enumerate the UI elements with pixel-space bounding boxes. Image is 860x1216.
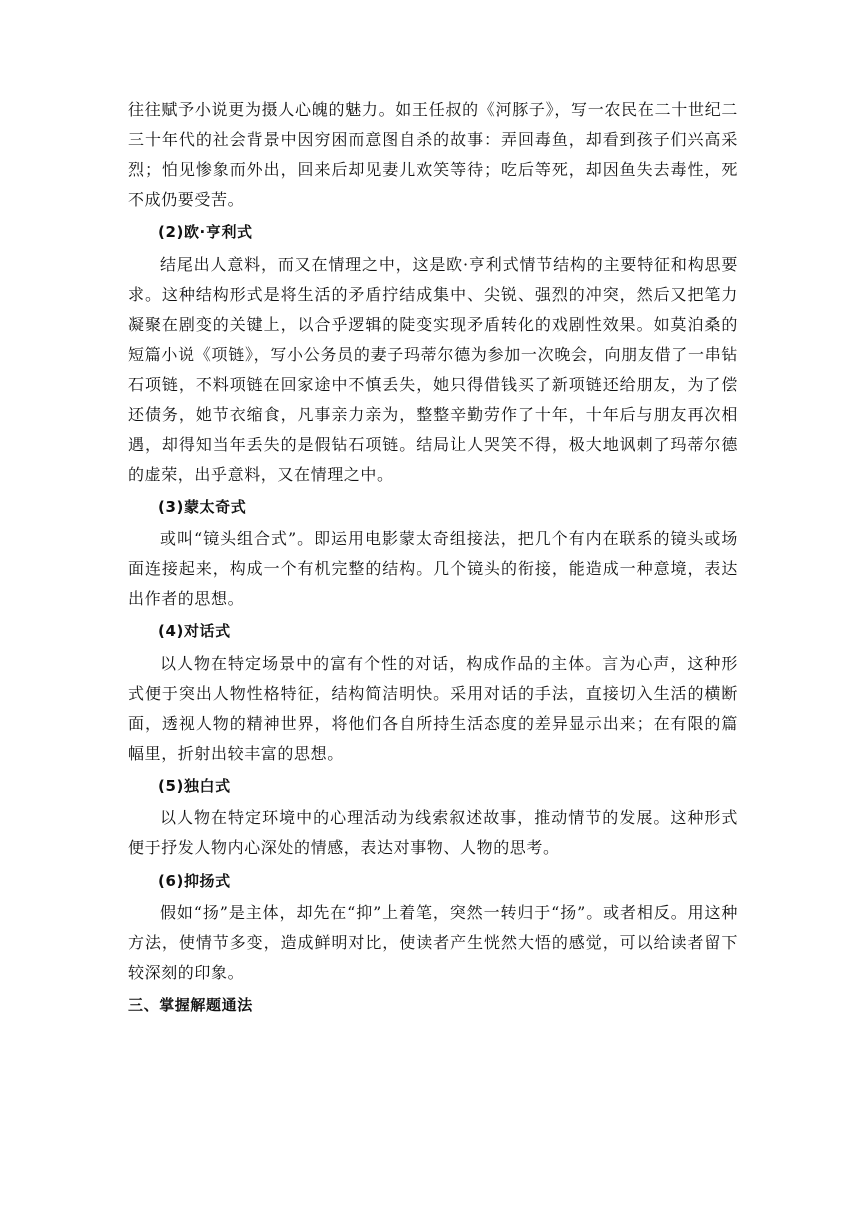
paragraph-monologue-style: 以人物在特定环境中的心理活动为线索叙述故事，推动情节的发展。这种形式便于抒发人物内心深处的情感，表达对事物、人物的思考。	[128, 808, 738, 858]
paragraph-o-henry-style: 结尾出人意料，而又在情理之中，这是欧·亨利式情节结构的主要特征和构思要求。这种结构形式是将生活的矛盾拧结成集中、尖锐、强烈的冲突，然后又把笔力凝聚在剧变的关键上，以合乎逻辑的陡变实现矛盾转化的戏剧性效果。如莫泊桑的短篇小说《项链》，写小公务员的妻子玛蒂尔德为参加一次晚会，向朋友借了一串钻石项链，不料项链在回家途中不慎丢失，她只得借钱买了新项链还给朋友，为了偿还债务，她节衣缩食，凡事亲力亲为，整整辛勤劳作了十年，十年后与朋友再次相遇，却得知当年丢失的是假钻石项链。结局让人哭笑不得，极大地讽刺了玛蒂尔德的虚荣，出乎意料，又在情理之中。	[128, 254, 738, 484]
subheading-monologue-style: (5)独白式	[158, 777, 231, 796]
paragraph-contrast-style: 假如“扬”是主体，却先在“抑”上着笔，突然一转归于“扬”。或者相反。用这种方法，使情节多变，造成鲜明对比，使读者产生恍然大悟的感觉，可以给读者留下较深刻的印象。	[128, 902, 738, 982]
paragraph-montage-style: 或叫“镜头组合式”。即运用电影蒙太奇组接法，把几个有内在联系的镜头或场面连接起来，构成一个有机完整的结构。几个镜头的衔接，能造成一种意境，表达出作者的思想。	[128, 529, 738, 609]
paragraph-dialogue-style: 以人物在特定场景中的富有个性的对话，构成作品的主体。言为心声，这种形式便于突出人物性格特征，结构简洁明快。采用对话的手法，直接切入生活的横断面，透视人物的精神世界，将他们各自所持生活态度的差异显示出来；在有限的篇幅里，折射出较丰富的思想。	[128, 653, 738, 763]
subheading-dialogue-style: (4)对话式	[158, 622, 231, 641]
paragraph-intro-continuation: 往往赋予小说更为摄人心魄的魅力。如王任叔的《河豚子》，写一农民在二十世纪二三十年代的社会背景中因穷困而意图自杀的故事：弄回毒鱼，却看到孩子们兴高采烈；怕见惨象而外出，回来后却见妻儿欢笑等待；吃后等死，却因鱼失去毒性，死不成仍要受苦。	[128, 100, 738, 209]
section-heading-solving-methods: 三、掌握解题通法	[128, 996, 253, 1015]
document-body	[128, 95, 738, 1023]
subheading-montage-style: (3)蒙太奇式	[158, 497, 247, 516]
subheading-o-henry-style: (2)欧·亨利式	[158, 223, 253, 242]
subheading-contrast-style: (6)抑扬式	[158, 871, 231, 890]
